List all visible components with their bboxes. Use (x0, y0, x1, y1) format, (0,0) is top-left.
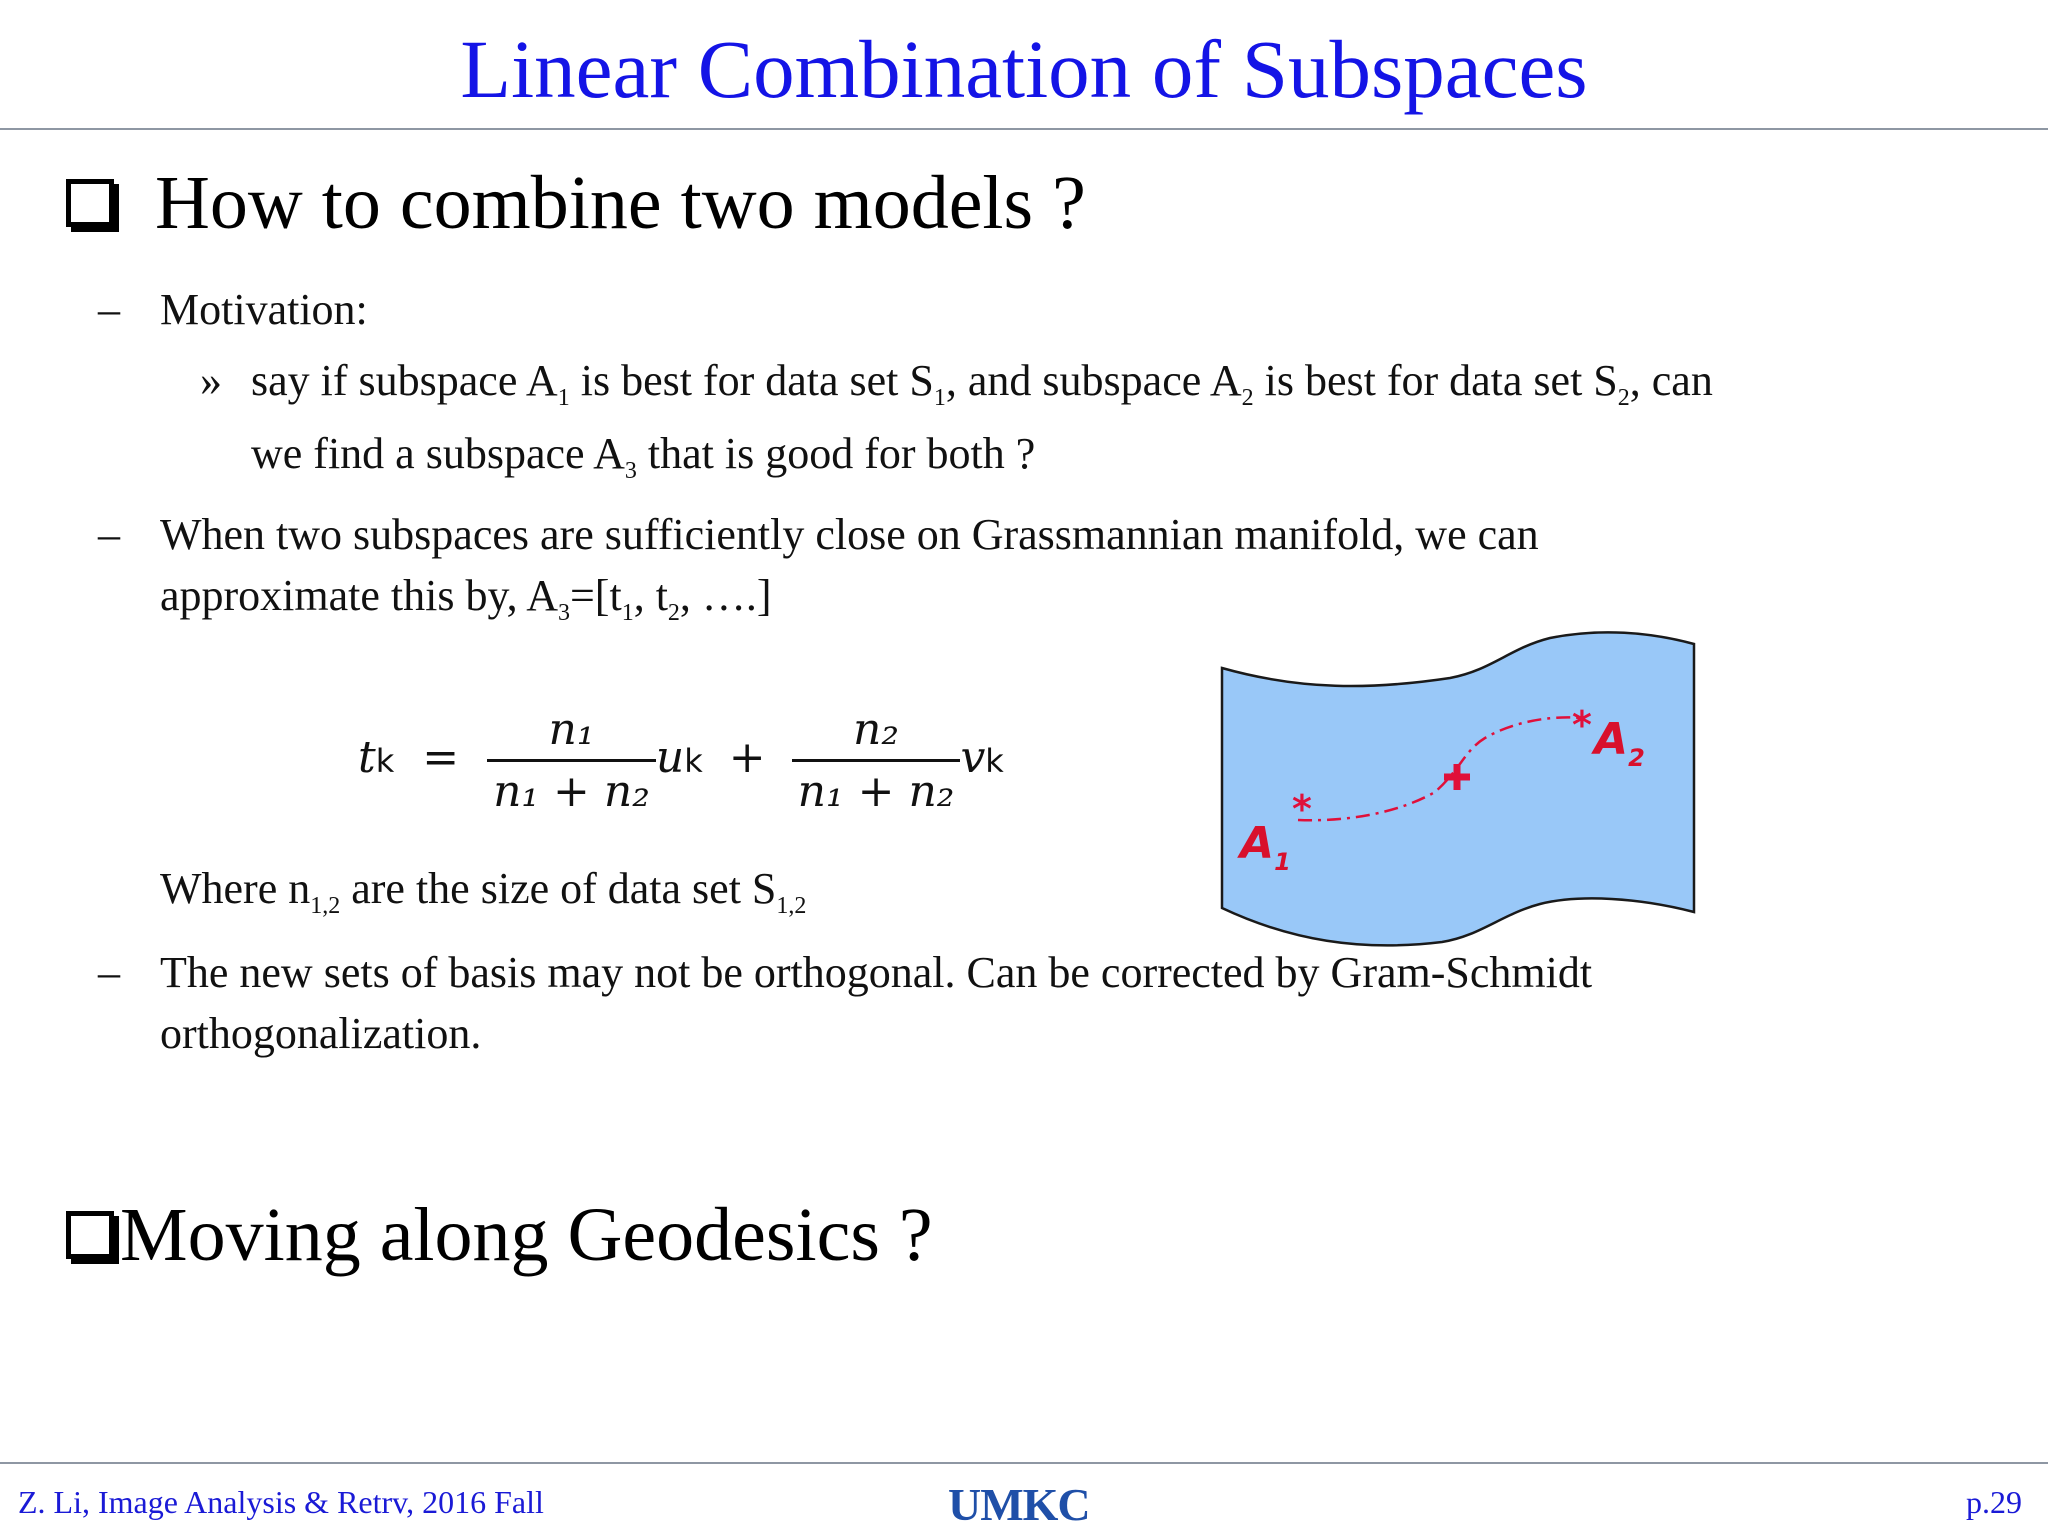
fraction-1-numerator: n₁ (548, 704, 595, 755)
sub-text: 1,2 (310, 893, 341, 919)
where-text-a: Where n (160, 864, 311, 913)
gram-line2: orthogonalization. (160, 1009, 482, 1058)
sub-text: 3 (624, 458, 637, 484)
grass-text-d: , ….] (679, 571, 772, 620)
raquo-bullet-icon: » (200, 356, 222, 405)
formula-u: u (655, 732, 685, 783)
label-a2-sub: 2 (1628, 744, 1645, 772)
motivation-detail-line2 (251, 425, 1035, 483)
motivation-text-d: is best for data set S (1253, 356, 1618, 405)
point-a1-asterisk-icon: * (1292, 787, 1312, 831)
label-a1-letter: A (1240, 818, 1275, 869)
grass-text-a: approximate this by, A (160, 571, 558, 620)
footer-course: Z. Li, Image Analysis & Retrv, 2016 Fall (18, 1484, 544, 1520)
gram-line1: The new sets of basis may not be orthogonal. Can be corrected by Gram-Schmidt (160, 948, 1593, 997)
motivation2-text-b: that is good for both ? (636, 429, 1036, 478)
sub-text: 2 (1617, 385, 1630, 411)
checkbox-bullet-icon (66, 1211, 114, 1259)
formula-equals: = (422, 732, 460, 783)
heading-geodesics (66, 1190, 933, 1280)
motivation-text-a: say if subspace A (251, 356, 558, 405)
label-a2-letter: A (1594, 714, 1629, 765)
grass-text-c: , t (633, 571, 668, 620)
formula-fraction-2 (792, 704, 961, 817)
bullet-gram-schmidt (98, 944, 1593, 1002)
umkc-logo: UMKC (948, 1479, 1090, 1530)
sub-text: 3 (557, 600, 570, 626)
formula-u-sub: k (684, 742, 703, 780)
combination-formula (358, 704, 1004, 817)
formula-v-sub: k (985, 742, 1004, 780)
bullet-motivation (98, 281, 368, 339)
page-number: p.29 (1966, 1484, 2022, 1520)
slide-title: Linear Combination of Subspaces (460, 23, 1588, 115)
formula-plus: + (728, 732, 766, 783)
checkbox-bullet-icon (66, 179, 114, 227)
grassmannian-line2 (160, 567, 772, 625)
motivation-label: Motivation: (160, 285, 368, 334)
formula-fraction-1 (487, 704, 656, 817)
bullet-grassmannian (98, 506, 1539, 564)
grass-text-b: =[t (569, 571, 622, 620)
motivation-text-c: , and subspace A (945, 356, 1242, 405)
dash-bullet-icon: – (98, 948, 120, 997)
sub-text: 1 (621, 600, 634, 626)
motivation-detail-line1 (200, 352, 1713, 410)
footer-rule (0, 1462, 2048, 1464)
heading-geodesics-text: Moving along Geodesics ? (120, 1193, 933, 1277)
formula-v: v (960, 732, 986, 783)
sub-text: 1 (933, 385, 946, 411)
label-a1-sub: 1 (1274, 848, 1291, 876)
where-text-b: are the size of data set S (340, 864, 777, 913)
motivation-text-e: , can (1629, 356, 1713, 405)
where-line (160, 860, 806, 918)
heading-combine (66, 158, 1086, 248)
title-rule (0, 128, 2048, 130)
sub-text: 2 (667, 600, 680, 626)
fraction-1-denominator: n₁ + n₂ (493, 766, 650, 817)
formula-lhs: t (358, 732, 376, 783)
heading-combine-text: How to combine two models ? (155, 161, 1086, 245)
fraction-1-bar (487, 759, 656, 762)
formula-lhs-sub: k (375, 742, 395, 780)
dash-bullet-icon: – (98, 510, 120, 559)
grassmannian-line1: When two subspaces are sufficiently close on Grassmannian manifold, we can (160, 510, 1539, 559)
fraction-2-denominator: n₁ + n₂ (797, 766, 955, 817)
sub-text: 1,2 (776, 893, 807, 919)
grassmannian-manifold-figure (1210, 630, 1710, 950)
motivation2-text-a: we find a subspace A (251, 429, 625, 478)
fraction-2-bar (792, 759, 961, 762)
fraction-2-numerator: n₂ (853, 704, 900, 755)
point-a2-asterisk-icon: * (1572, 703, 1592, 747)
motivation-text-b: is best for data set S (569, 356, 934, 405)
sub-text: 2 (1241, 385, 1254, 411)
dash-bullet-icon: – (98, 285, 120, 334)
sub-text: 1 (557, 385, 570, 411)
